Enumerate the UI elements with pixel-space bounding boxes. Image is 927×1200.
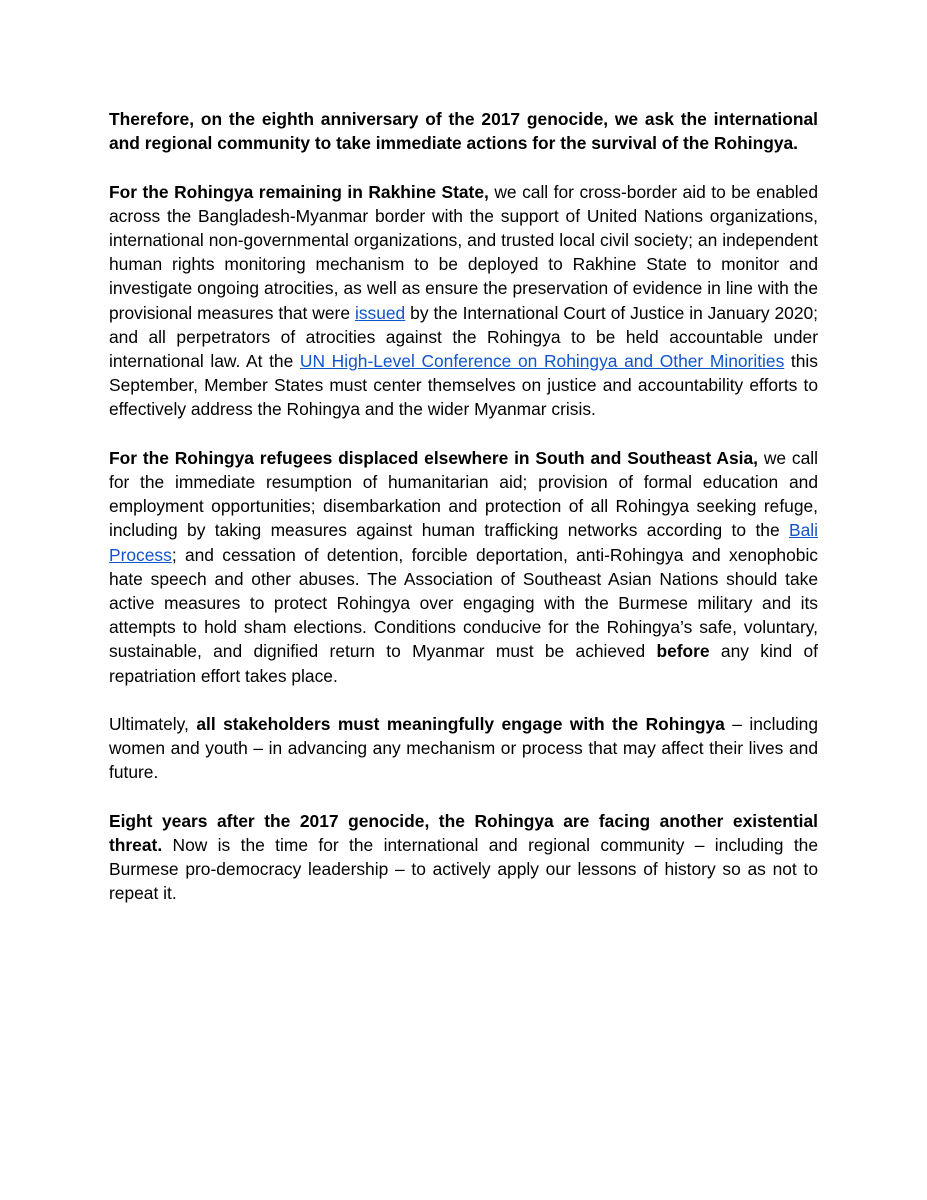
paragraph-call-to-action (109, 107, 818, 155)
rakhine-lead: For the Rohingya remaining in Rakhine State, (109, 181, 489, 202)
refugees-text-1: we call for the immediate resumption of humanitarian aid; provision of formal education and employment opportunities; disembarkation and protection of all Rohingya seeking refuge, including by taking measures against human trafficking networks according to the (109, 447, 818, 541)
stakeholders-text-1: Ultimately, (109, 714, 197, 735)
document-body (109, 107, 818, 906)
rakhine-text-2: by the International Court of Justice in January 2020; and all perpetrators of atrocities against the Rohingya to be held accountable under international law. At the (109, 302, 819, 372)
stakeholders-text-2: – including women and youth – in advancing any mechanism or process that may affect their lives and future. (109, 714, 818, 783)
un-conference-link[interactable]: UN High-Level Conference on Rohingya and Other Minorities (299, 351, 785, 372)
refugees-lead: For the Rohingya refugees displaced elsewhere in South and Southeast Asia, (109, 447, 759, 468)
conclusion-lead: Eight years after the 2017 genocide, the Rohingya are facing another existential threat. (109, 810, 818, 856)
bali-process-link[interactable]: Bali Process (109, 520, 818, 565)
refugees-text-2: ; and cessation of detention, forcible deportation, anti-Rohingya and xenophobic hate speech and other abuses. The Association of Southeast Asian Nations should take active measures to protect Rohingya over engaging with the Burmese military and its attempts to hold sham elections. Conditions conducive for the Rohingya’s safe, voluntary, sustainable, and dignified return to Myanmar must be achieved (109, 544, 818, 662)
before-emphasis: before (656, 641, 710, 662)
stakeholders-emphasis: all stakeholders must meaningfully engage with the Rohingya (196, 714, 725, 735)
paragraph-conclusion (109, 809, 818, 906)
call-to-action-text: Therefore, on the eighth anniversary of the 2017 genocide, we ask the international and regional community to take immediate actions for the survival of the Rohingya. (109, 109, 818, 154)
rakhine-text-1: we call for cross-border aid to be enabled across the Bangladesh-Myanmar border with the support of United Nations organizations, international non-governmental organizations, and trusted local civil society; an independent human rights monitoring mechanism to be deployed to Rakhine State to monitor and investigate ongoing atrocities, as well as ensure the preservation of evidence in line with the provisional measures that were (109, 181, 818, 323)
paragraph-rakhine-state (109, 180, 818, 422)
rakhine-text-3: this September, Member States must center themselves on justice and accountability efforts to effectively address the Rohingya and the wider Myanmar crisis. (109, 351, 818, 420)
conclusion-text: Now is the time for the international and regional community – including the Burmese pro-democracy leadership – to actively apply our lessons of history so as not to repeat it. (109, 835, 818, 904)
issued-link[interactable]: issued (354, 302, 406, 323)
refugees-text-3: any kind of repatriation effort takes place. (109, 641, 818, 686)
paragraph-refugees (109, 446, 818, 688)
paragraph-stakeholders (109, 712, 818, 785)
